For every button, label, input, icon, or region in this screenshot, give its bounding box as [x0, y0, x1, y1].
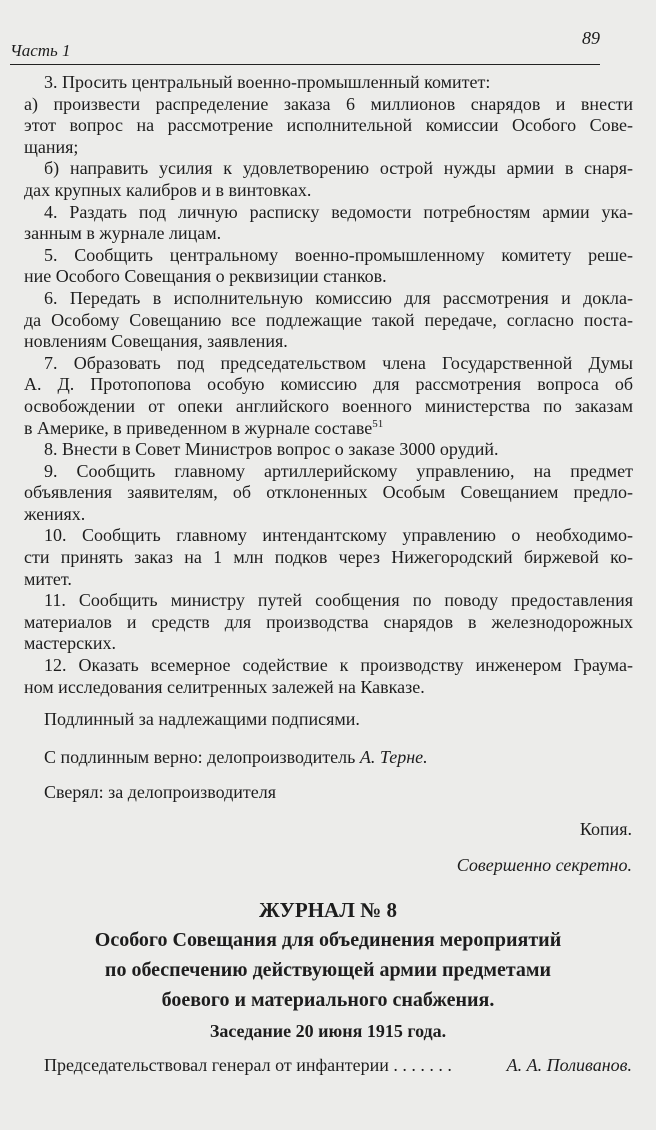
line-text: в Америке, в приведенном в журнале составе [24, 417, 373, 438]
section-title: Часть 1 [10, 41, 71, 60]
text-line [24, 396, 633, 418]
text-line [24, 137, 633, 159]
chair-line [44, 1054, 632, 1076]
line-text: 11. Сообщить министру путей сообщения по поводу предоставления [44, 590, 633, 611]
line-text: дах крупных калибров и в винтовках. [24, 179, 312, 200]
line-text: да Особому Совещанию все подлежащие такой передаче, согласно поста- [24, 309, 633, 330]
text-line [24, 374, 633, 396]
text-line [24, 115, 633, 137]
line-text: этот вопрос на рассмотрение исполнительной комиссии Особого Сове- [24, 115, 633, 136]
chair-text: Председательствовал генерал от инфантерии . . . . . . . [44, 1055, 452, 1075]
text-line [24, 677, 633, 699]
text-line [24, 180, 633, 202]
text-line [24, 223, 633, 245]
text-line [24, 418, 633, 440]
text-line [24, 504, 633, 526]
text-line [24, 266, 633, 288]
original-note: Подлинный за надлежащими подписями. [44, 709, 360, 729]
running-header [10, 28, 600, 65]
journal-subtitle-1: Особого Совещания для объединения мероприятий [94, 929, 562, 951]
text-line [24, 202, 633, 224]
line-text: 9. Сообщить главному артиллерийскому управлению, на предмет [44, 460, 633, 481]
line-text: 12. Оказать всемерное содействие к производству инженером Граума- [44, 655, 633, 676]
line-text: митет. [24, 568, 72, 589]
checked-note: Сверял: за делопроизводителя [44, 782, 277, 802]
certification-text: С подлинным верно: делопроизводитель [44, 747, 360, 767]
text-line [24, 525, 633, 547]
secret-label: Совершенно секретно. [456, 855, 632, 875]
line-text: 4. Раздать под личную расписку ведомости потребностям армии ука- [44, 201, 633, 222]
session-date: Заседание 20 июня 1915 года. [209, 1021, 447, 1041]
certification [44, 746, 428, 768]
line-text: а) произвести распределение заказа 6 миллионов снарядов и внести [24, 93, 633, 114]
text-line [24, 569, 633, 591]
line-text: ние Особого Совещания о реквизиции станков. [24, 266, 387, 287]
text-line [24, 482, 633, 504]
line-text: 5. Сообщить центральному военно-промышленному комитету реше- [44, 244, 633, 265]
footnote-ref: 51 [372, 417, 384, 430]
line-text: сти принять заказ на 1 млн подков через Нижегородский биржевой ко- [24, 547, 633, 568]
text-line [24, 633, 633, 655]
page-number: 89 [582, 28, 600, 48]
line-text: 3. Просить центральный военно-промышленный комитет: [44, 72, 491, 92]
text-line [24, 461, 633, 483]
journal-subtitle-2: по обеспечению действующей армии предметами [104, 959, 552, 981]
text-line [24, 245, 633, 267]
text-line [24, 655, 633, 677]
chair-name: А. А. Поливанов. [506, 1055, 632, 1075]
text-line [24, 353, 633, 375]
line-text: ном исследования селитренных залежей на Кавказе. [24, 676, 425, 697]
text-line [24, 288, 633, 310]
text-line [24, 547, 633, 569]
line-text: б) направить усилия к удовлетворению острой нужды армии в снаря- [44, 158, 633, 179]
line-text: 8. Внести в Совет Министров вопрос о заказе 3000 орудий. [44, 439, 499, 460]
line-text: А. Д. Протопопова особую комиссию для рассмотрения вопроса об [24, 374, 633, 395]
text-line [24, 310, 633, 332]
journal-subtitle-3: боевого и материального снабжения. [161, 989, 495, 1011]
text-line [24, 439, 633, 461]
text-line [24, 331, 633, 353]
line-text: жениях. [24, 503, 86, 524]
line-text: новлениям Совещания, заявления. [24, 331, 288, 352]
copy-label: Копия. [579, 819, 632, 839]
line-text: освобождении от опеки английского военного министерства по заказам [24, 395, 633, 416]
line-text: 6. Передать в исполнительную комиссию для рассмотрения и докла- [44, 287, 633, 308]
line-text: 10. Сообщить главному интендантскому управлению о необходимо- [44, 525, 633, 546]
text-line [24, 158, 633, 180]
line-text: занным в журнале лицам. [24, 223, 222, 244]
line-text: материалов и средств для производства снарядов в железнодорожных [24, 611, 633, 632]
body-text [24, 72, 633, 698]
text-line [24, 590, 633, 612]
text-line [24, 612, 633, 634]
text-line [24, 94, 633, 116]
line-text: щания; [24, 136, 79, 157]
text-line [24, 72, 633, 94]
line-text: объявления заявителям, об отклоненных Особым Совещанием предло- [24, 482, 633, 503]
journal-title: ЖУРНАЛ № 8 [259, 898, 397, 922]
line-text: 7. Образовать под председательством члена Государственной Думы [44, 352, 633, 373]
line-text: мастерских. [24, 633, 116, 654]
clerk-name: А. Терне. [359, 747, 428, 767]
